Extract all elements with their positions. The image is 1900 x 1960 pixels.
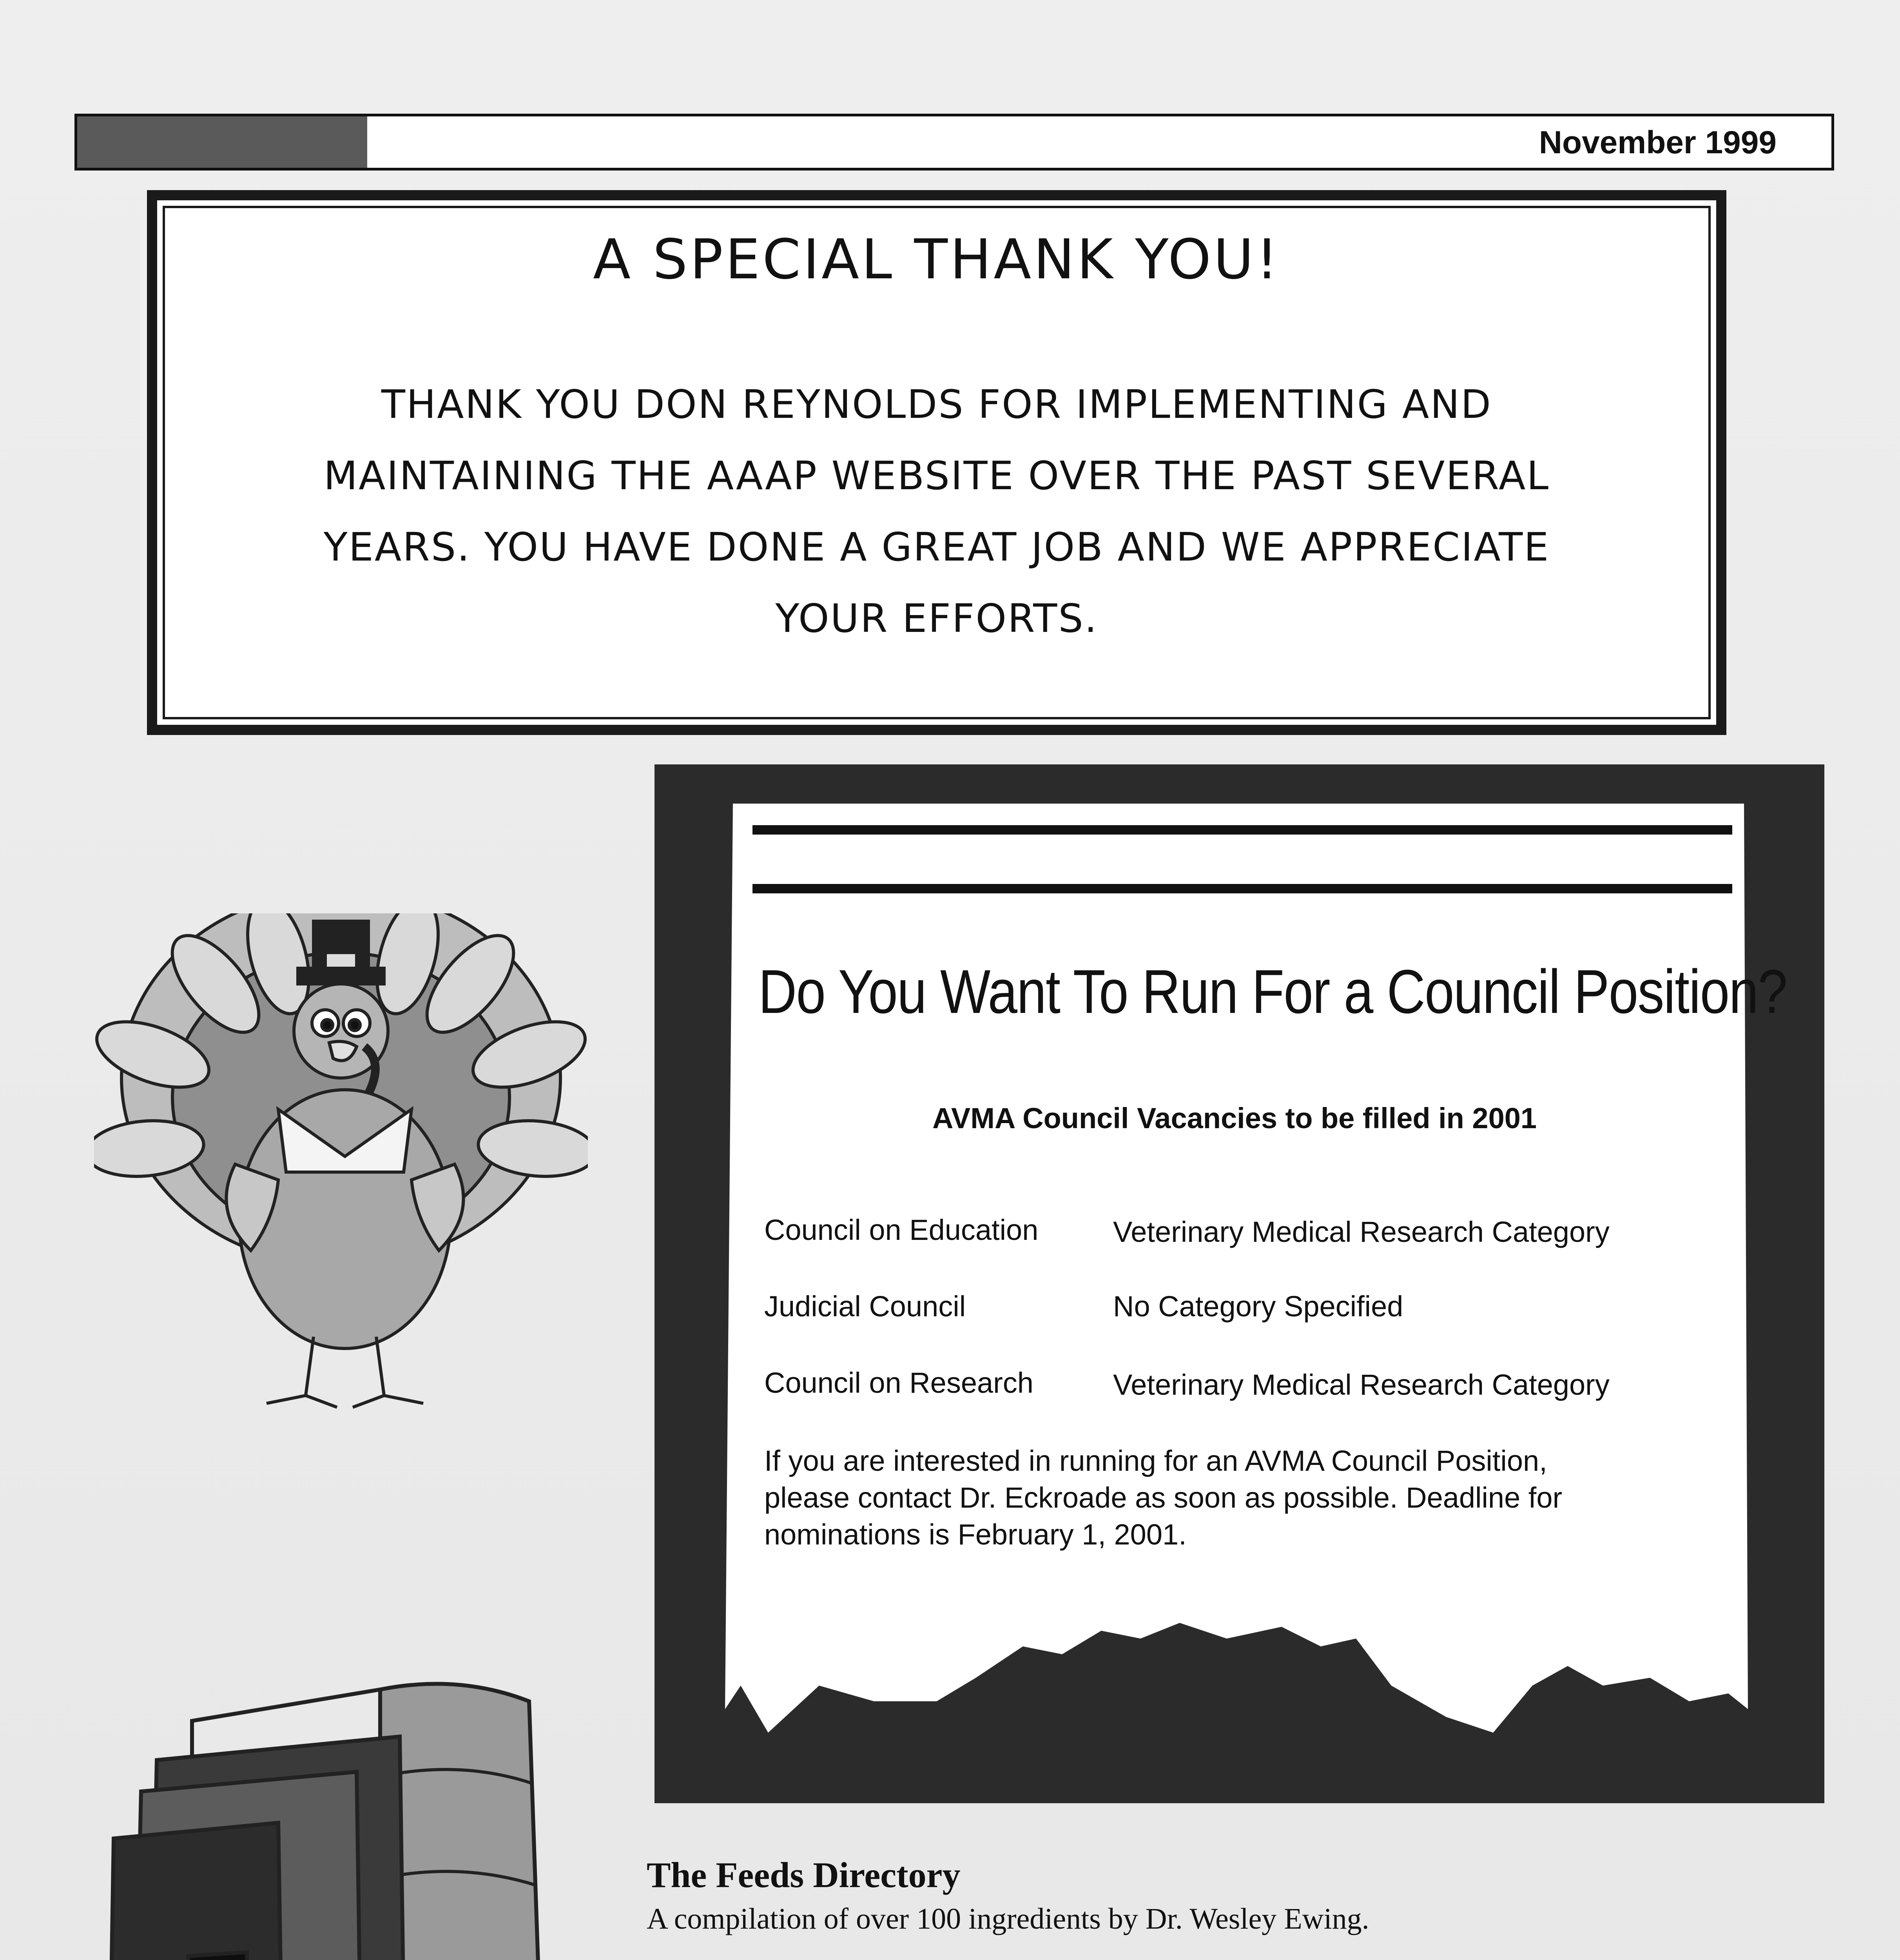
pilgrim-turkey-illustration bbox=[94, 913, 588, 1431]
council-row bbox=[764, 1290, 966, 1323]
council-top-rule bbox=[752, 825, 1732, 835]
thank-you-line: THANK YOU DON REYNOLDS FOR IMPLEMENTING AND bbox=[381, 381, 1492, 427]
thank-you-message bbox=[181, 369, 1693, 654]
council-row bbox=[764, 1366, 1033, 1399]
thank-you-line: MAINTAINING THE AAAP WEBSITE OVER THE PAST SEVERAL bbox=[323, 453, 1550, 499]
issue-date: November 1999 bbox=[1539, 125, 1777, 160]
thank-you-title: A SPECIAL THANK YOU! bbox=[593, 228, 1280, 292]
header-shade bbox=[77, 116, 367, 168]
council-row bbox=[764, 1213, 1038, 1247]
council-note-line: nominations is February 1, 2001. bbox=[764, 1518, 1187, 1551]
council-title: Do You Want To Run For a Council Position? bbox=[758, 957, 1787, 1026]
council-second-rule bbox=[752, 884, 1732, 893]
council-name: Council on Education bbox=[764, 1214, 1039, 1246]
council-category: Veterinary Medical Research Category bbox=[1113, 1216, 1610, 1248]
thank-you-line: YEARS. YOU HAVE DONE A GREAT JOB AND WE APPRECIATE bbox=[323, 524, 1550, 570]
council-name: Council on Research bbox=[764, 1367, 1033, 1399]
books-bookend-illustration bbox=[74, 1658, 631, 1960]
council-category: No Category Specified bbox=[1113, 1290, 1403, 1323]
council-subtitle: AVMA Council Vacancies to be filled in 2001 bbox=[932, 1102, 1537, 1134]
header-bar bbox=[74, 114, 1834, 171]
council-note-line: If you are interested in running for an AVMA Council Position, bbox=[764, 1445, 1547, 1477]
thank-you-box bbox=[147, 190, 1726, 735]
council-note bbox=[764, 1443, 1744, 1553]
feeds-title: The Feeds Directory bbox=[647, 1855, 961, 1895]
thank-you-line: YOUR EFFORTS. bbox=[775, 595, 1098, 641]
council-note-line: please contact Dr. Eckroade as soon as possible. Deadline for bbox=[764, 1481, 1563, 1514]
council-category: Veterinary Medical Research Category bbox=[1113, 1368, 1610, 1401]
feeds-subtitle: A compilation of over 100 ingredients by Dr. Wesley Ewing. bbox=[647, 1902, 1369, 1935]
council-name: Judicial Council bbox=[764, 1290, 966, 1323]
